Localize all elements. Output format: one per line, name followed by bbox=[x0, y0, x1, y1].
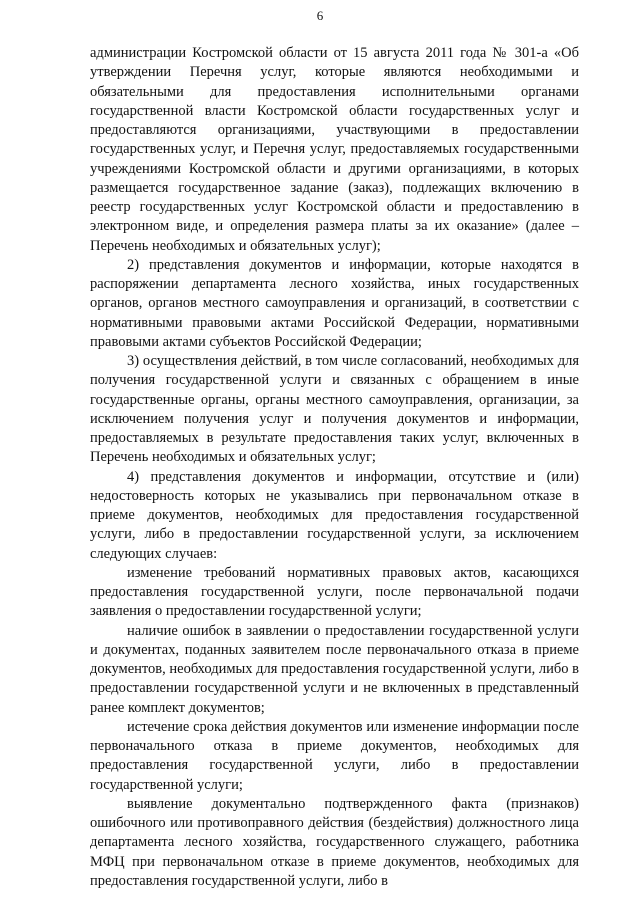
paragraph-item-2: 2) представления документов и информации, которые находятся в распоряжении департамента лесного хозяйства, иных государственных органов, органов местного самоуправления и организаций, в соответствии с нормативными правовыми актами Российской Федерации, нормативными правовыми актами субъектов Российской Федерации; bbox=[90, 256, 579, 350]
paragraph-continuation: администрации Костромской области от 15 августа 2011 года № 301-а «Об утверждении Перечня услуг, которые являются необходимыми и обязательными для предоставления исполнительными органами государственной власти Костромской области государственных услуг и предоставляются организациями, участвующими в предоставлении государственных услуг, и Перечня услуг, предоставляемых государственными учреждениями Костромской области и другими организациями, в которых размещается государственное задание (заказ), подлежащих включению в реестр государственных услуг Костромской области и предоставлению в электронном виде, и определения размера платы за их оказание» (далее – Перечень необходимых и обязательных услуг); bbox=[90, 45, 579, 254]
exception-case-1: изменение требований нормативных правовых актов, касающихся предоставления государственной услуги, после первоначальной подачи заявления о предоставлении государственной услуги; bbox=[90, 564, 579, 620]
paragraph-item-4: 4) представления документов и информации, отсутствие и (или) недостоверность которых не указывались при первоначальном отказе в приеме документов, необходимых для предоставления государственной услуги, либо в предоставлении государственной услуги, за исключением следующих случаев: bbox=[90, 468, 579, 562]
exception-case-3: истечение срока действия документов или изменение информации после первоначального отказа в приеме документов, необходимых для предоставления государственной услуги, либо в предоставлении государственной услуги; bbox=[90, 718, 579, 793]
exception-case-2: наличие ошибок в заявлении о предоставлении государственной услуги и документах, поданных заявителем после первоначального отказа в приеме документов, необходимых для предоставления государственной услуги, либо в предоставлении государственной услуги и не включенных в представленный ранее комплект документов; bbox=[90, 622, 579, 716]
exception-case-4: выявление документально подтвержденного факта (признаков) ошибочного или противоправного действия (бездействия) должностного лица департамента лесного хозяйства, государственного служащего, работника МФЦ при первоначальном отказе в приеме документов, необходимых для предоставления государственной услуги, либо в bbox=[90, 795, 579, 889]
page-number: 6 bbox=[316, 8, 324, 23]
document-body bbox=[90, 44, 579, 891]
paragraph-item-3: 3) осуществления действий, в том числе согласований, необходимых для получения государственной услуги и связанных с обращением в иные государственные органы, органы местного самоуправления, организации, за исключением получения услуг и получения документов и информации, предоставляемых в результате предоставления таких услуг, включенных в Перечень необходимых и обязательных услуг; bbox=[90, 353, 579, 466]
